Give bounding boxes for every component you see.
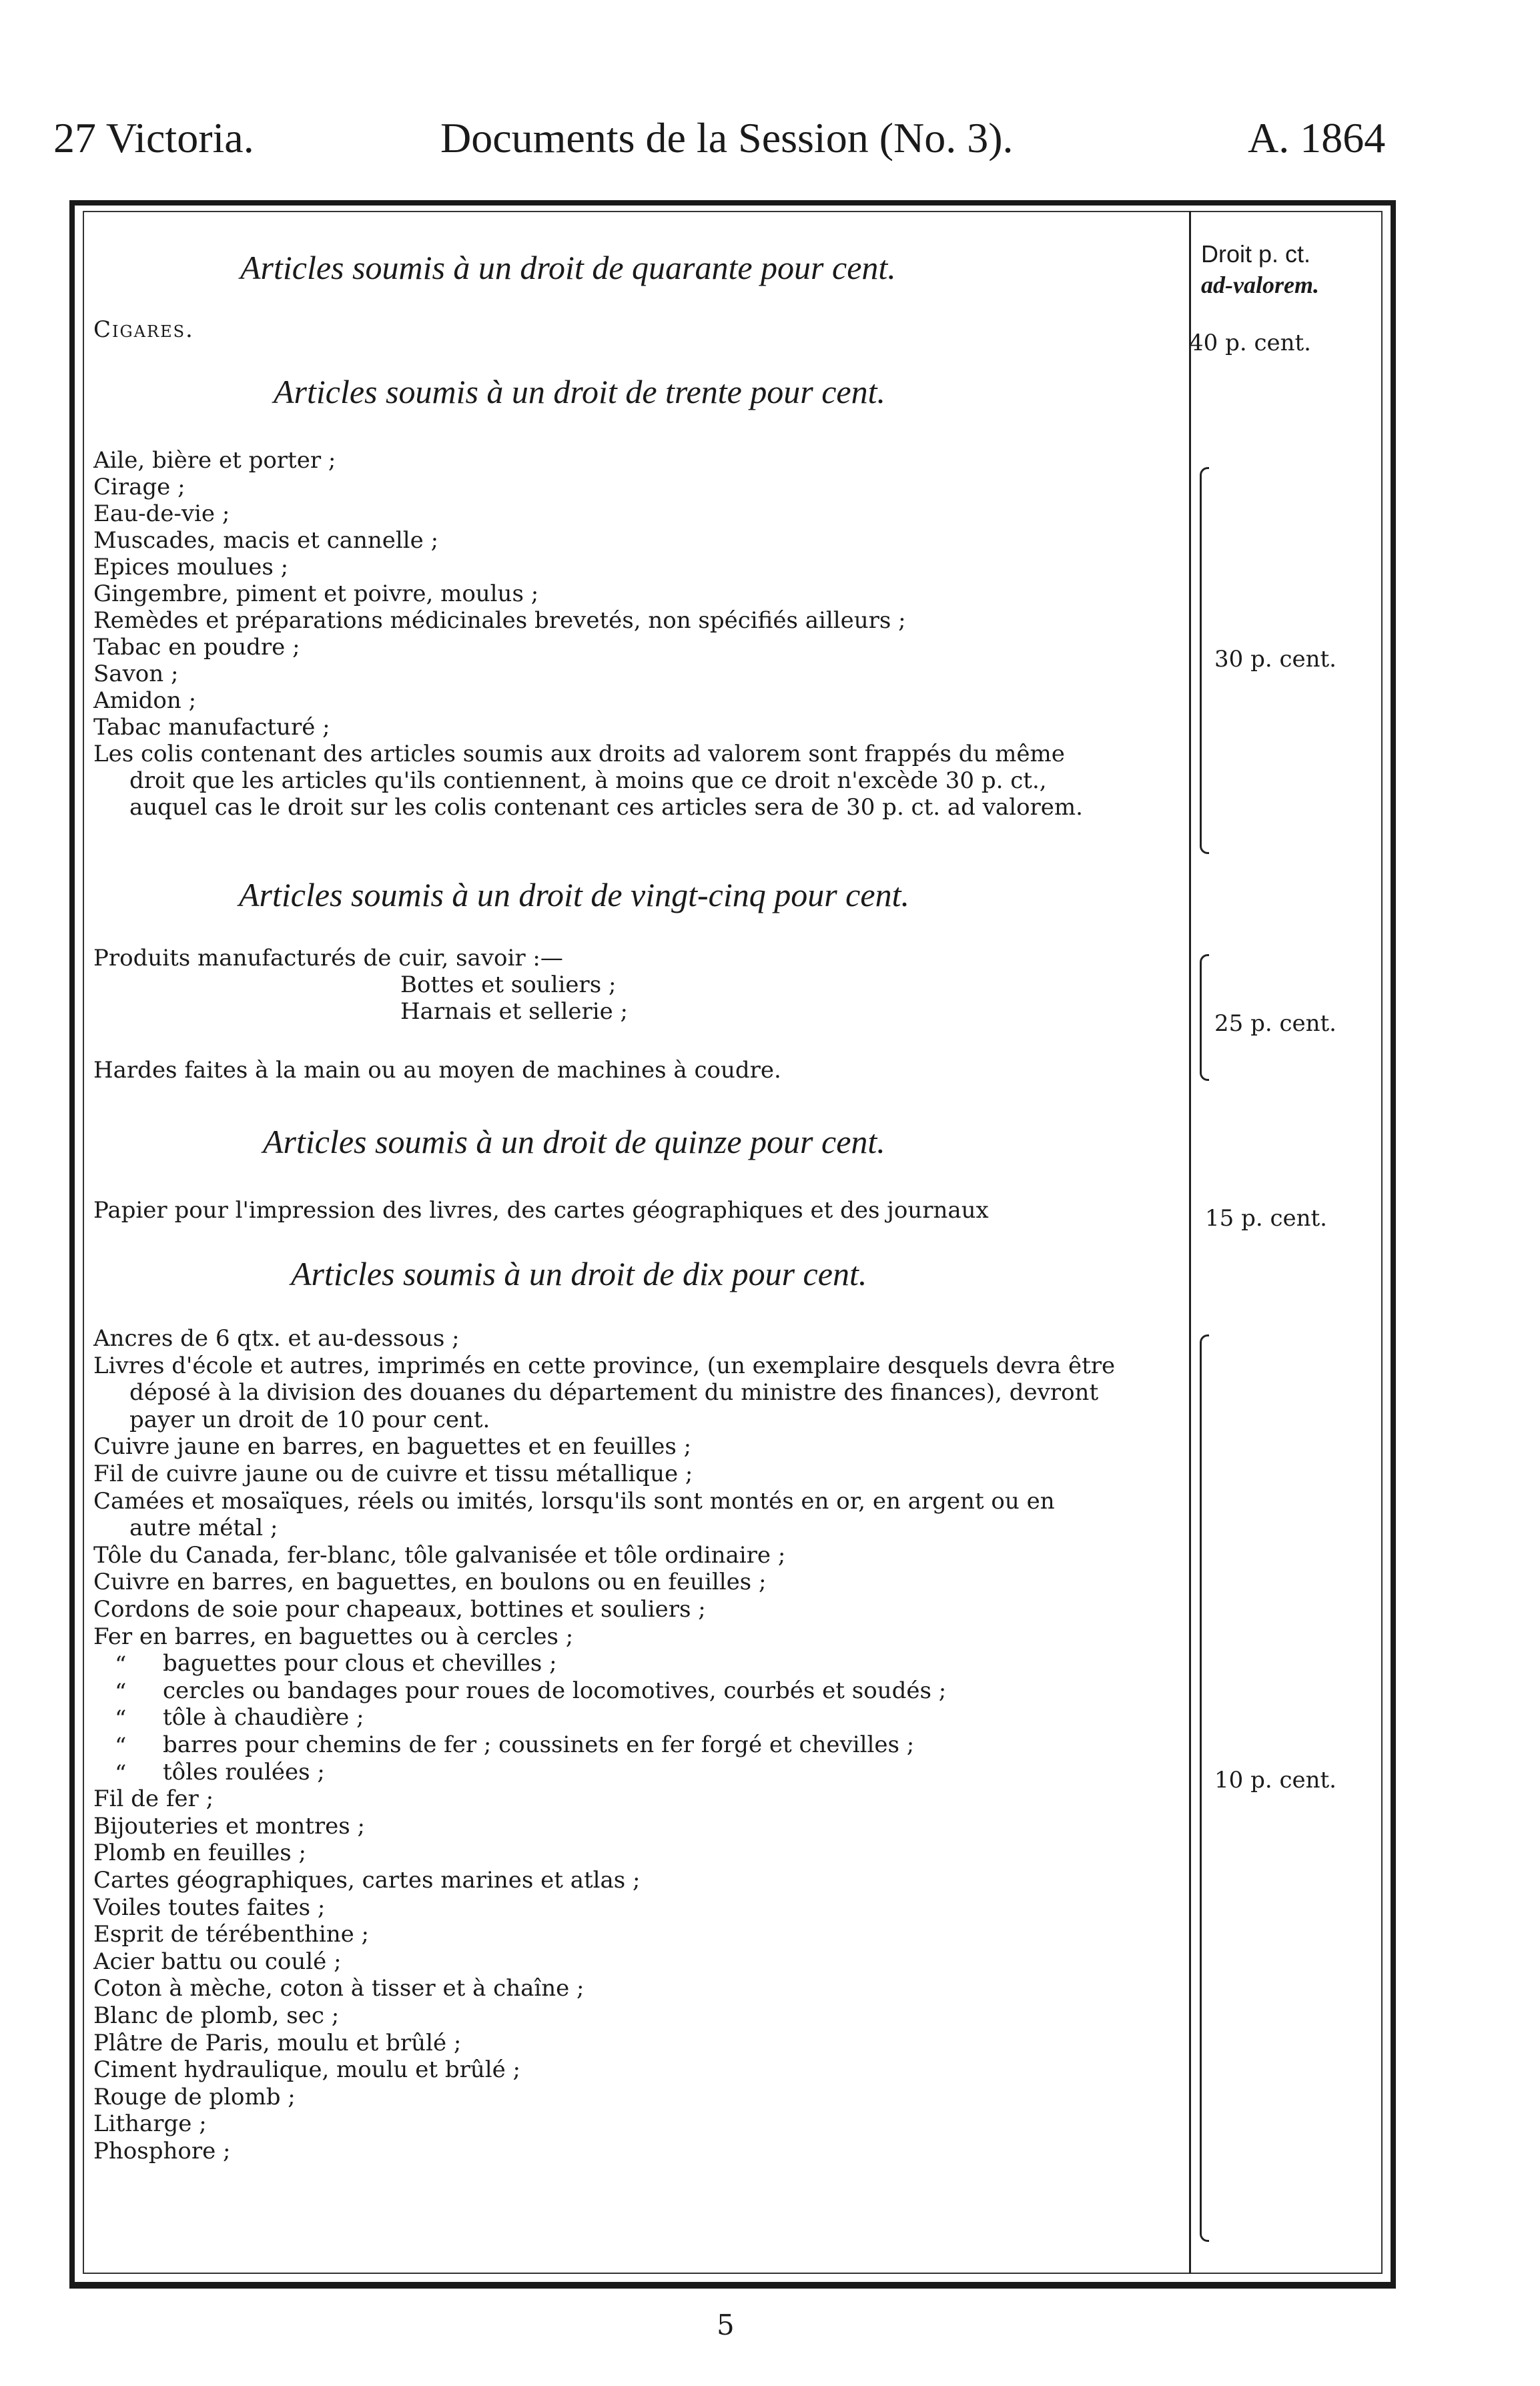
item-10-4: Cuivre jaune en barres, en baguettes et en feuilles ; [93, 1433, 692, 1460]
rate-30: 30 p. cent. [1214, 646, 1336, 673]
item-10-29: Litharge ; [93, 2110, 207, 2137]
item-25-0: Produits manufacturés de cuir, savoir :— [93, 945, 563, 971]
item-40-0: Cigares. [93, 316, 194, 343]
item-30-4: Epices moulues ; [93, 554, 289, 580]
item-10-13: cercles ou bandages pour roues de locomotives, courbés et soudés ; [163, 1677, 947, 1704]
ditto-mark: “ [115, 1733, 127, 1759]
ditto-mark: “ [115, 1679, 127, 1705]
item-10-6: Camées et mosaïques, réels ou imités, lorsqu'ils sont montés en or, en argent ou en [93, 1488, 1055, 1515]
item-25-2: Harnais et sellerie ; [400, 998, 629, 1025]
item-10-19: Plomb en feuilles ; [93, 1840, 306, 1866]
item-10-17: Fil de fer ; [93, 1785, 214, 1812]
item-10-27: Ciment hydraulique, moulu et brûlé ; [93, 2056, 521, 2083]
item-10-11: Fer en barres, en baguettes ou à cercles ; [93, 1623, 574, 1650]
item-30-1: Cirage ; [93, 474, 185, 500]
item-10-3: payer un droit de 10 pour cent. [129, 1407, 490, 1433]
rate-column-subtitle: ad-valorem. [1201, 272, 1319, 298]
rate-15: 15 p. cent. [1205, 1205, 1327, 1232]
brace-25 [1200, 954, 1209, 1081]
rate-column-divider [1189, 211, 1191, 2274]
brace-30 [1200, 467, 1209, 854]
item-10-20: Cartes géographiques, cartes marines et atlas ; [93, 1867, 641, 1894]
item-25-3: Hardes faites à la main ou au moyen de machines à coudre. [93, 1057, 781, 1084]
item-10-10: Cordons de soie pour chapeaux, bottines et souliers ; [93, 1596, 706, 1623]
header-center: Documents de la Session (No. 3). [440, 114, 1014, 161]
ditto-mark: “ [115, 1760, 127, 1787]
item-10-0: Ancres de 6 qtx. et au-dessous ; [93, 1325, 460, 1352]
item-10-15: barres pour chemins de fer ; coussinets en fer forgé et chevilles ; [163, 1731, 915, 1758]
rate-10: 10 p. cent. [1214, 1767, 1336, 1794]
item-30-7: Tabac en poudre ; [93, 634, 300, 661]
section-title-10: Articles soumis à un droit de dix pour cent. [291, 1255, 867, 1292]
item-10-16: tôles roulées ; [163, 1759, 325, 1785]
item-15-0: Papier pour l'impression des livres, des cartes géographiques et des journaux [93, 1197, 989, 1224]
item-10-8: Tôle du Canada, fer-blanc, tôle galvanisée et tôle ordinaire ; [93, 1542, 786, 1569]
item-30-3: Muscades, macis et cannelle ; [93, 527, 439, 554]
item-30-12: droit que les articles qu'ils contiennent, à moins que ce droit n'excède 30 p. ct., [129, 767, 1047, 794]
item-30-13: auquel cas le droit sur les colis contenant ces articles sera de 30 p. ct. ad valorem. [129, 794, 1083, 821]
item-10-24: Coton à mèche, coton à tisser et à chaîne ; [93, 1975, 585, 2002]
brace-10 [1200, 1334, 1209, 2242]
item-10-12: baguettes pour clous et chevilles ; [163, 1650, 557, 1677]
item-30-6: Remèdes et préparations médicinales brevetés, non spécifiés ailleurs ; [93, 607, 906, 634]
item-30-5: Gingembre, piment et poivre, moulus ; [93, 580, 539, 607]
item-10-1: Livres d'école et autres, imprimés en cette province, (un exemplaire desquels devra être [93, 1352, 1116, 1379]
item-30-11: Les colis contenant des articles soumis aux droits ad valorem sont frappés du même [93, 741, 1065, 767]
item-30-8: Savon ; [93, 661, 179, 687]
item-30-10: Tabac manufacturé ; [93, 714, 330, 741]
item-10-2: déposé à la division des douanes du département du ministre des finances), devront [129, 1379, 1099, 1406]
rate-column-title: Droit p. ct. [1201, 240, 1311, 268]
page-number: 5 [717, 2309, 735, 2341]
item-25-1: Bottes et souliers ; [400, 971, 617, 998]
item-10-23: Acier battu ou coulé ; [93, 1948, 342, 1975]
header-left: 27 Victoria. [53, 114, 254, 161]
item-30-2: Eau-de-vie ; [93, 500, 230, 527]
rate-40: 40 p. cent. [1189, 330, 1311, 356]
section-title-25: Articles soumis à un droit de vingt-cinq pour cent. [239, 876, 909, 913]
item-10-14: tôle à chaudière ; [163, 1704, 364, 1731]
item-10-25: Blanc de plomb, sec ; [93, 2002, 340, 2029]
item-10-5: Fil de cuivre jaune ou de cuivre et tissu métallique ; [93, 1461, 693, 1487]
item-10-26: Plâtre de Paris, moulu et brûlé ; [93, 2030, 462, 2056]
item-30-9: Amidon ; [93, 687, 197, 714]
rate-25: 25 p. cent. [1214, 1010, 1336, 1037]
item-10-28: Rouge de plomb ; [93, 2084, 296, 2110]
ditto-mark: “ [115, 1705, 127, 1732]
item-10-21: Voiles toutes faites ; [93, 1894, 326, 1921]
item-10-9: Cuivre en barres, en baguettes, en boulons ou en feuilles ; [93, 1569, 767, 1595]
item-10-7: autre métal ; [129, 1515, 278, 1541]
item-10-30: Phosphore ; [93, 2138, 231, 2164]
section-title-30: Articles soumis à un droit de trente pour cent. [274, 373, 886, 410]
section-title-15: Articles soumis à un droit de quinze pour cent. [263, 1123, 885, 1160]
header-right: A. 1864 [1248, 114, 1386, 161]
item-10-22: Esprit de térébenthine ; [93, 1921, 369, 1948]
item-30-0: Aile, bière et porter ; [93, 447, 336, 474]
section-title-40: Articles soumis à un droit de quarante pour cent. [240, 249, 896, 286]
ditto-mark: “ [115, 1651, 127, 1678]
item-10-18: Bijouteries et montres ; [93, 1813, 366, 1840]
